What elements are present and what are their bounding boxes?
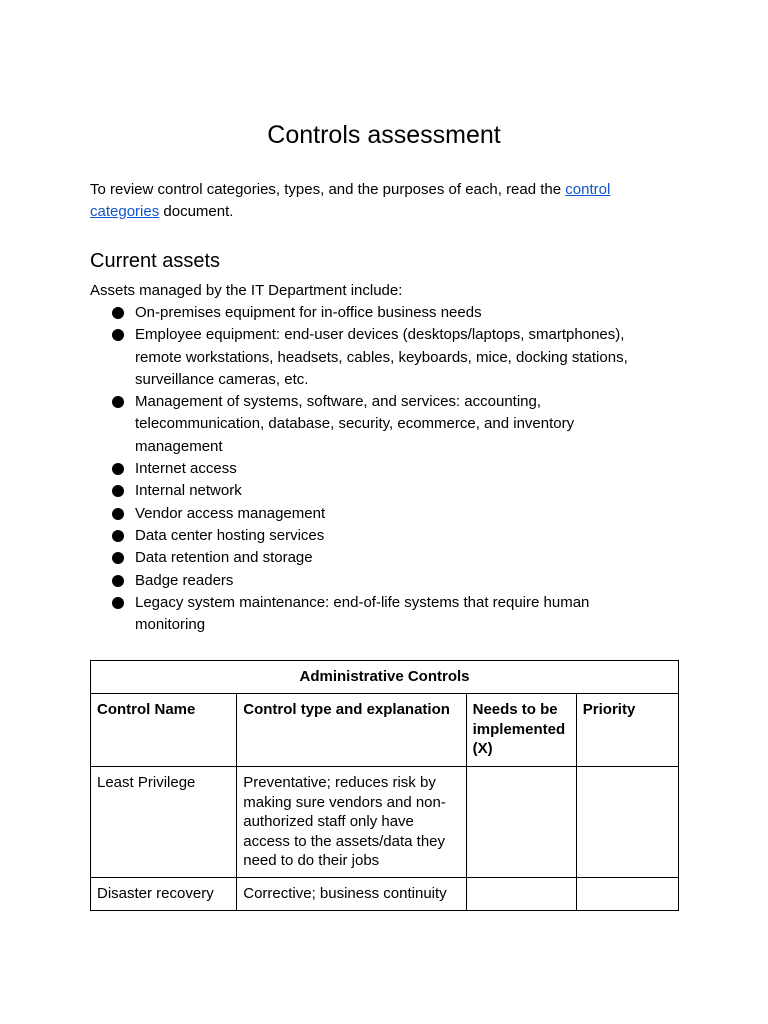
explanation-cell: Corrective; business continuity — [237, 878, 466, 911]
needs-implementation-cell[interactable] — [466, 767, 576, 878]
list-item — [90, 458, 650, 480]
asset-item-text: Vendor access management — [135, 504, 326, 522]
asset-item-text: Internet access — [135, 460, 237, 478]
current-assets-heading: Current assets — [90, 250, 221, 272]
list-item — [90, 570, 650, 592]
list-item — [90, 480, 650, 502]
bullet-icon — [112, 463, 124, 475]
list-item — [90, 324, 650, 391]
bullet-icon — [112, 396, 124, 408]
column-header-priority: Priority — [576, 694, 678, 767]
list-item — [90, 503, 650, 525]
asset-item-text: Data center hosting services — [135, 526, 325, 544]
bullet-icon — [112, 329, 124, 341]
column-header-explanation: Control type and explanation — [237, 694, 466, 767]
bullet-icon — [112, 597, 124, 609]
asset-item-text: Internal network — [135, 482, 242, 500]
list-item — [90, 592, 650, 637]
column-header-needs-implementation: Needs to be implemented (X) — [466, 694, 576, 767]
list-item — [90, 391, 650, 458]
control-name-cell: Least Privilege — [91, 767, 237, 878]
bullet-icon — [112, 485, 124, 497]
asset-item-text: On-premises equipment for in-office business needs — [135, 304, 482, 321]
priority-cell[interactable] — [576, 767, 678, 878]
list-item — [90, 547, 650, 569]
bullet-icon — [112, 508, 124, 520]
table-row — [91, 878, 679, 911]
control-name-cell: Disaster recovery — [91, 878, 237, 911]
table-title: Administrative Controls — [91, 661, 679, 694]
bullet-icon — [112, 307, 124, 319]
list-item — [90, 525, 650, 547]
asset-item-text: Employee equipment: end-user devices (desktops/laptops, smartphones), remote workstations, headsets, cables, keyboards, mice, docking stations, surveillance cameras, etc. — [135, 326, 628, 388]
priority-cell[interactable] — [576, 878, 678, 911]
table-header-row — [91, 694, 679, 767]
bullet-icon — [112, 530, 124, 542]
table-title-row — [91, 661, 679, 694]
bullet-icon — [112, 575, 124, 587]
bullet-icon — [112, 552, 124, 564]
explanation-cell: Preventative; reduces risk by making sure vendors and non-authorized staff only have access to the assets/data they need to do their jobs — [237, 767, 466, 878]
intro-paragraph — [90, 179, 650, 223]
page-title: Controls assessment — [267, 121, 501, 149]
list-item — [90, 302, 650, 324]
table-row — [91, 767, 679, 878]
asset-item-text: Badge readers — [135, 571, 234, 589]
administrative-controls-table — [90, 660, 679, 911]
column-header-control-name: Control Name — [91, 694, 237, 767]
intro-text-after: document. — [159, 203, 234, 220]
asset-item-text: Legacy system maintenance: end-of-life systems that require human monitoring — [135, 593, 590, 634]
asset-item-text: Data retention and storage — [135, 549, 313, 567]
needs-implementation-cell[interactable] — [466, 878, 576, 911]
assets-intro-text: Assets managed by the IT Department include: — [90, 282, 403, 299]
intro-text-before: To review control categories, types, and the purposes of each, read the — [90, 181, 566, 198]
asset-item-text: Management of systems, software, and services: accounting, telecommunication, database, security, ecommerce, and inventory management — [135, 393, 575, 455]
asset-list — [90, 302, 650, 636]
control-categories-link[interactable]: control categories — [90, 181, 611, 220]
